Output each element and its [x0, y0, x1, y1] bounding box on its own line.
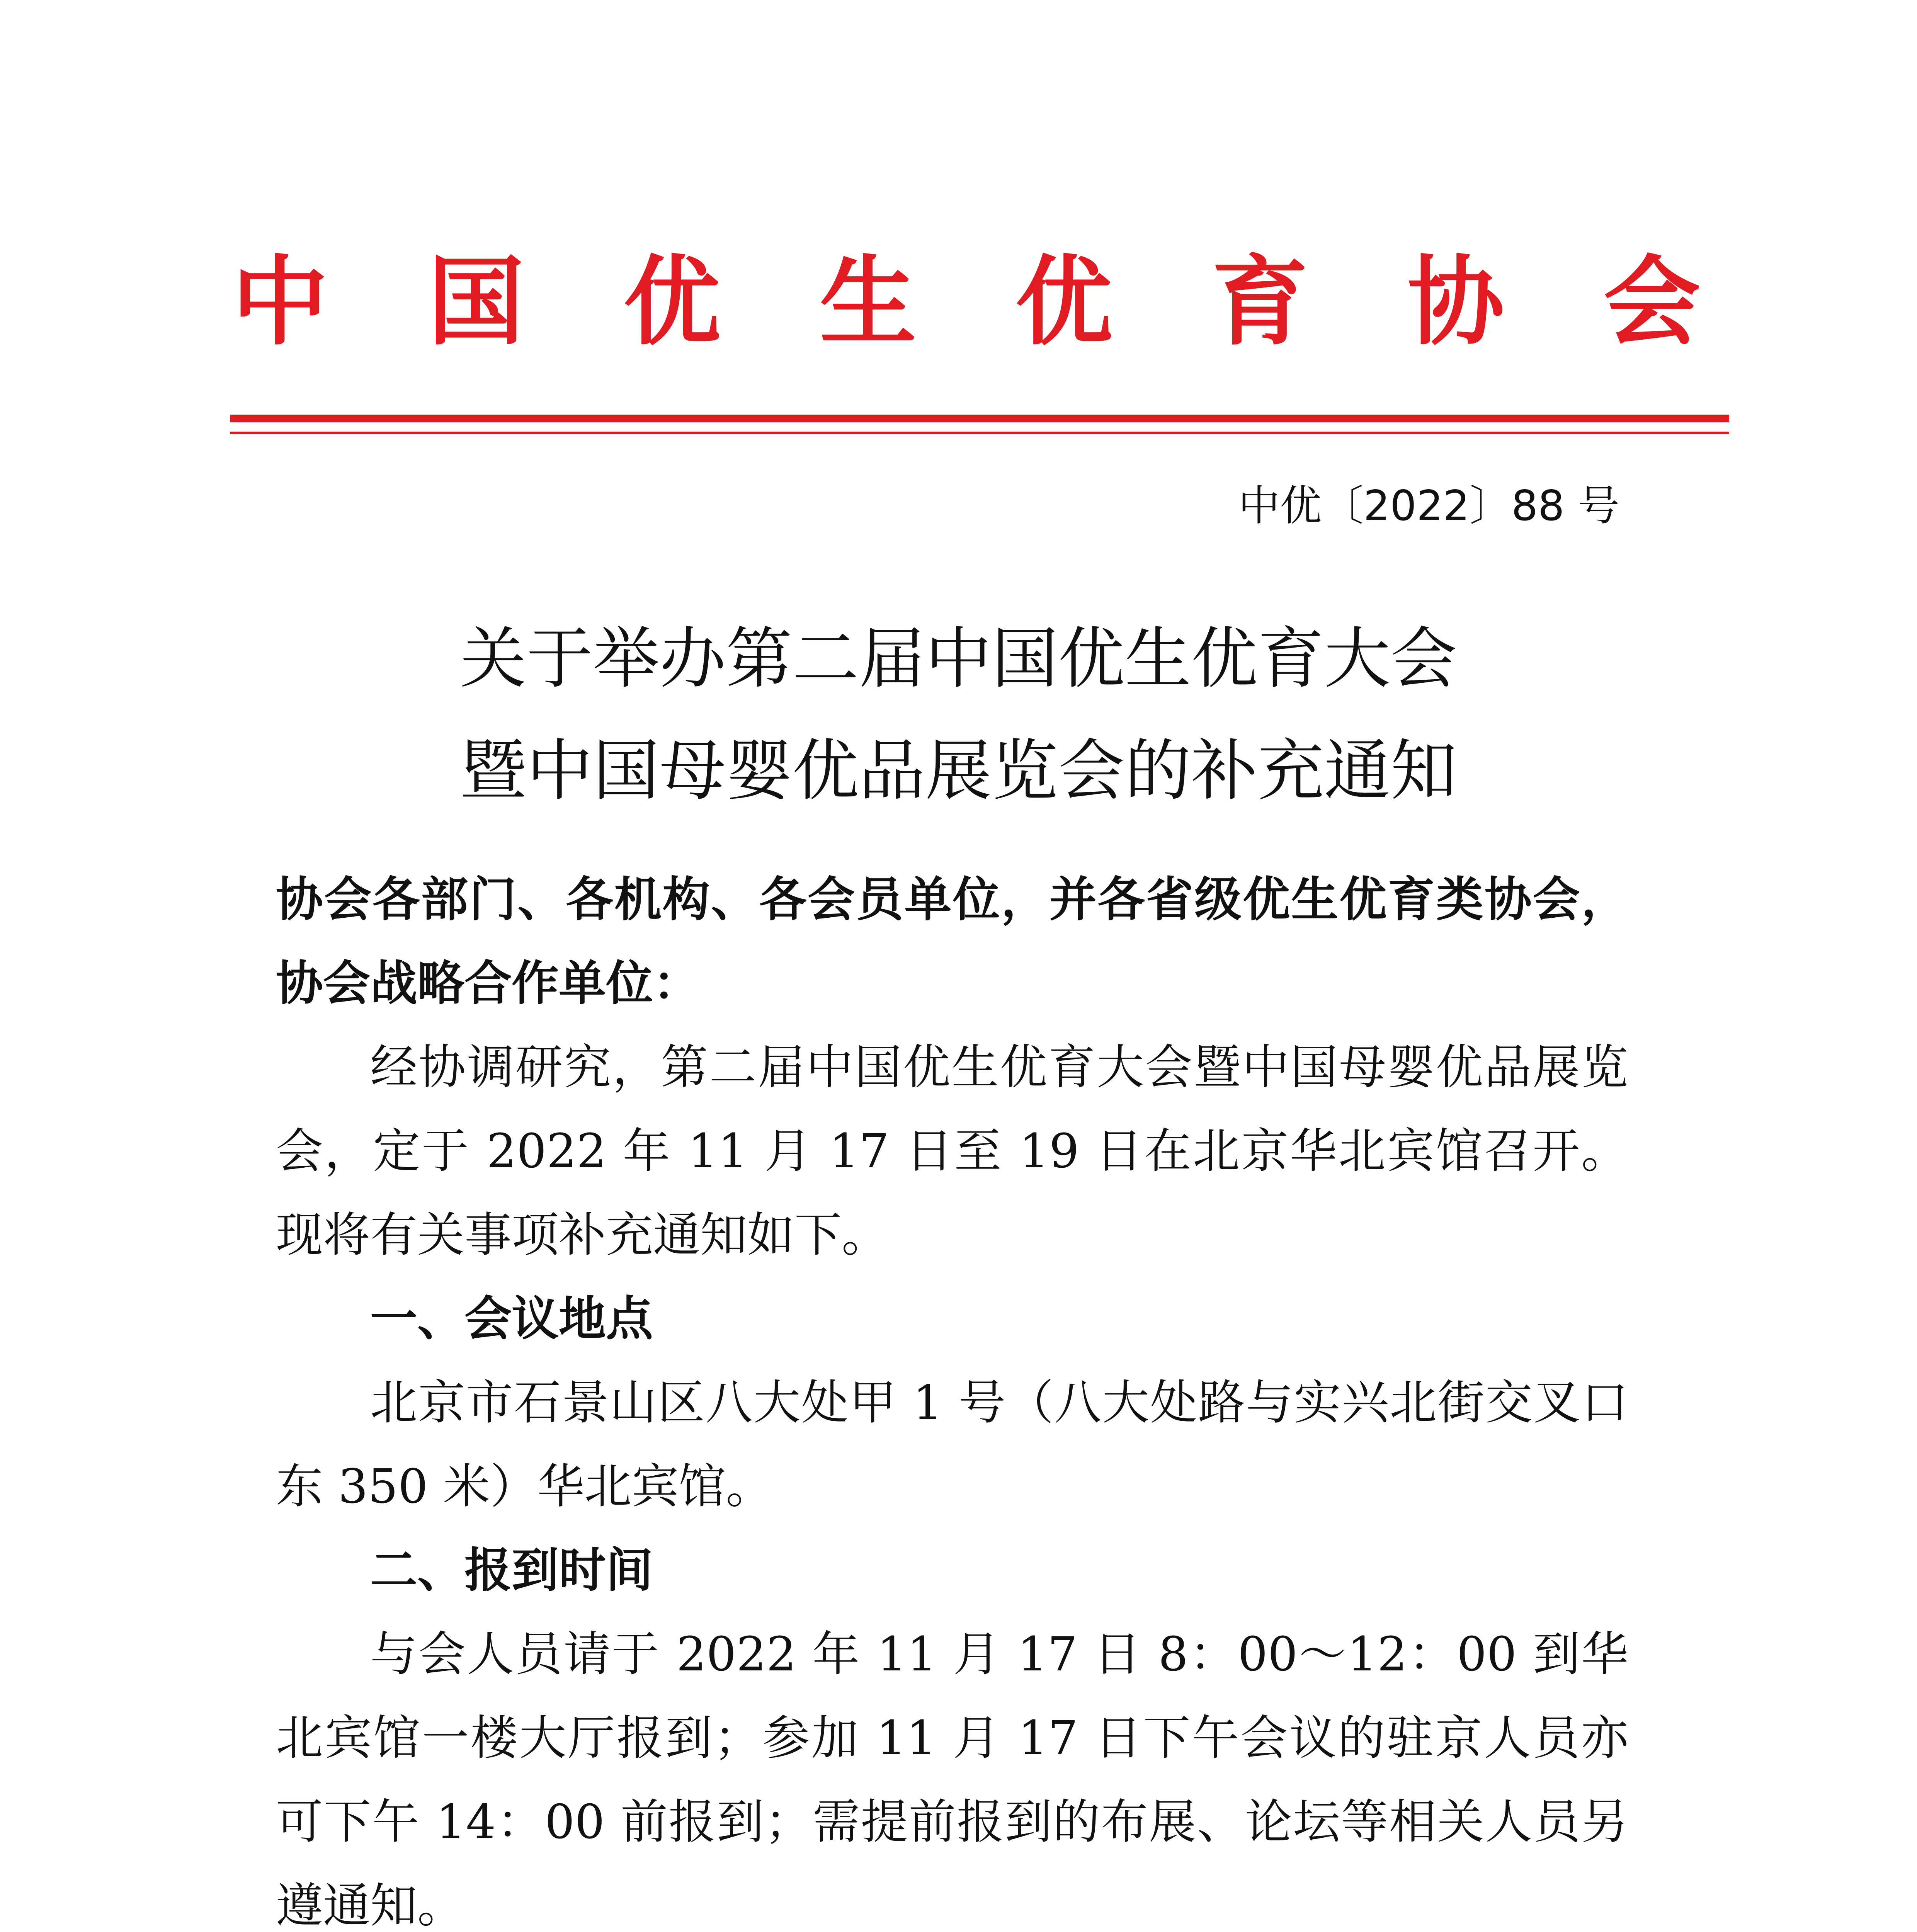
section-heading: 二、报到时间 — [370, 1543, 653, 1598]
title-line: 暨中国母婴优品展览会的补充通知 — [460, 732, 1457, 810]
masthead-char: 优 — [624, 245, 721, 358]
salutation: 协会各部门、各机构、各会员单位，并各省级优生优育类协会，协会战略合作单位： — [276, 872, 1628, 1011]
masthead-char: 国 — [428, 245, 525, 358]
masthead-char: 协 — [1407, 245, 1504, 358]
section-paragraph: 北京市石景山区八大处甲 1 号（八大处路与实兴北街交叉口东 350 米）华北宾馆。 — [276, 1375, 1628, 1514]
masthead-char: 育 — [1211, 245, 1308, 358]
section-heading: 一、会议地点 — [370, 1291, 653, 1346]
masthead-rule-thick — [230, 415, 1729, 422]
document-body — [276, 858, 1628, 1932]
masthead-char: 优 — [1015, 245, 1112, 358]
section-paragraph: 与会人员请于 2022 年 11 月 17 日 8：00～12：00 到华北宾馆一楼大厅报到；参加 11 月 17 日下午会议的驻京人员亦可下午 14：00 前报到；需提前报到的布展、论坛等相关人员另遵通知。 — [276, 1627, 1628, 1932]
masthead-org-name — [232, 236, 1700, 367]
intro-paragraph: 经协调研究，第二届中国优生优育大会暨中国母婴优品展览会，定于 2022 年 11 月 17 日至 19 日在北京华北宾馆召开。现将有关事项补充通知如下。 — [276, 1040, 1628, 1262]
title-line: 关于举办第二届中国优生优育大会 — [460, 620, 1457, 697]
masthead-char: 中 — [232, 245, 328, 358]
masthead-char: 会 — [1603, 245, 1700, 358]
masthead-char: 生 — [820, 245, 917, 358]
document-number: 中优〔2022〕88 号 — [1238, 482, 1619, 530]
document-title — [0, 603, 1917, 827]
masthead-rule-thin — [230, 432, 1729, 434]
